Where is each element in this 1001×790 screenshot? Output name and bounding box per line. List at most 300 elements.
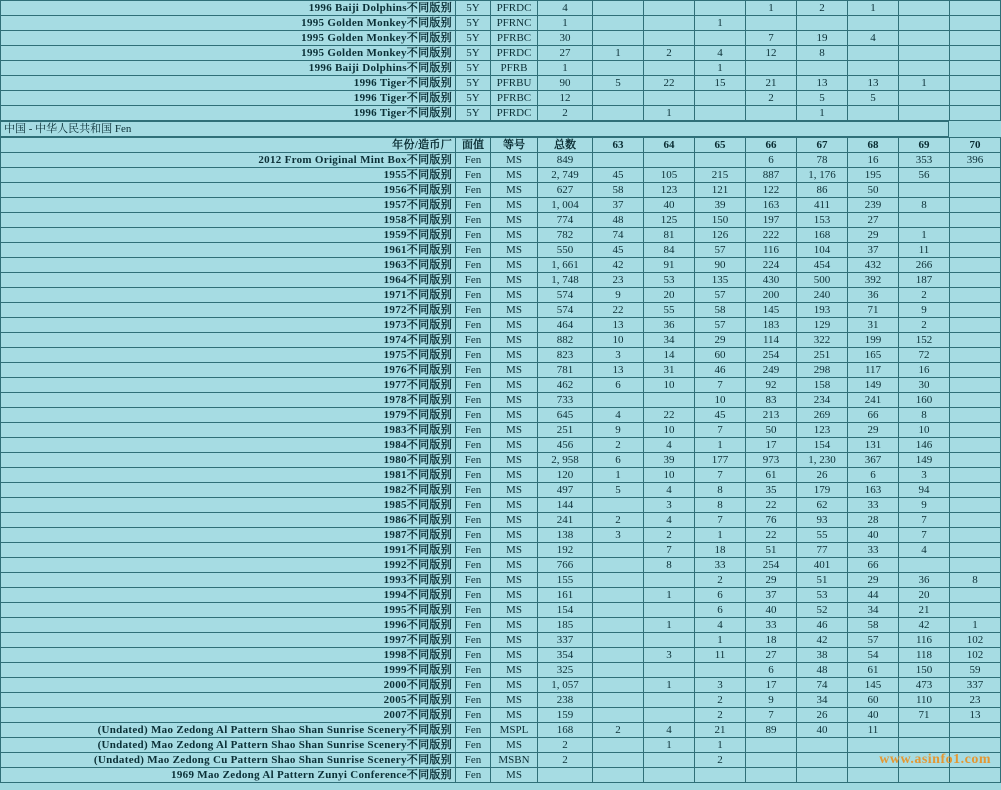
row-total: 185 <box>538 618 593 633</box>
row-grade-count-69: 30 <box>899 378 950 393</box>
row-grade-code: PFRNC <box>491 16 538 31</box>
row-grade-count-68: 34 <box>848 603 899 618</box>
row-grade-count-66: 7 <box>746 31 797 46</box>
row-grade-count-64: 20 <box>644 288 695 303</box>
row-grade-count-67: 93 <box>797 513 848 528</box>
row-grade-count-66 <box>746 738 797 753</box>
row-grade-code: MS <box>491 183 538 198</box>
row-description: 1955不同版别 <box>1 168 456 183</box>
row-grade-count-66: 222 <box>746 228 797 243</box>
row-description: 1972不同版别 <box>1 303 456 318</box>
row-grade-count-65 <box>695 768 746 783</box>
row-grade-count-66: 35 <box>746 483 797 498</box>
row-grade-code: MS <box>491 618 538 633</box>
row-grade-count-67: 322 <box>797 333 848 348</box>
row-grade-count-70: 59 <box>950 663 1001 678</box>
row-denomination: 5Y <box>456 106 491 121</box>
row-grade-count-63: 6 <box>593 453 644 468</box>
row-grade-count-65: 3 <box>695 678 746 693</box>
row-grade-code: MS <box>491 273 538 288</box>
row-grade-count-68: 66 <box>848 558 899 573</box>
row-grade-count-68: 36 <box>848 288 899 303</box>
row-grade-count-66 <box>746 753 797 768</box>
row-grade-count-63: 1 <box>593 468 644 483</box>
row-grade-count-70 <box>950 273 1001 288</box>
row-grade-count-64 <box>644 768 695 783</box>
row-grade-count-66: 116 <box>746 243 797 258</box>
row-total <box>538 768 593 783</box>
row-description: 1956不同版别 <box>1 183 456 198</box>
row-description: 1982不同版别 <box>1 483 456 498</box>
row-grade-code: MS <box>491 483 538 498</box>
row-grade-count-65: 215 <box>695 168 746 183</box>
table-row <box>1 708 1001 723</box>
row-grade-count-65: 11 <box>695 648 746 663</box>
row-description: 1969 Mao Zedong Al Pattern Zunyi Conference不同版别 <box>1 768 456 783</box>
row-grade-count-68: 6 <box>848 468 899 483</box>
row-grade-count-69 <box>899 558 950 573</box>
row-denomination: Fen <box>456 258 491 273</box>
row-grade-count-63 <box>593 603 644 618</box>
row-grade-count-64: 81 <box>644 228 695 243</box>
row-description: 1964不同版别 <box>1 273 456 288</box>
row-grade-count-66: 18 <box>746 633 797 648</box>
row-grade-count-64 <box>644 708 695 723</box>
row-grade-count-63 <box>593 738 644 753</box>
row-denomination: Fen <box>456 678 491 693</box>
row-grade-code: MSBN <box>491 753 538 768</box>
table-row <box>1 768 1001 783</box>
row-total: 1 <box>538 16 593 31</box>
row-grade-count-64 <box>644 31 695 46</box>
table-row <box>1 46 1001 61</box>
table-row <box>1 348 1001 363</box>
row-grade-count-67: 46 <box>797 618 848 633</box>
row-total: 238 <box>538 693 593 708</box>
header-grade-64: 64 <box>644 138 695 153</box>
row-total: 574 <box>538 288 593 303</box>
row-grade-count-70 <box>950 348 1001 363</box>
table-row <box>1 663 1001 678</box>
row-grade-count-64 <box>644 573 695 588</box>
row-grade-count-67: 179 <box>797 483 848 498</box>
row-grade-count-63: 13 <box>593 318 644 333</box>
row-total: 90 <box>538 76 593 91</box>
table-row <box>1 453 1001 468</box>
row-grade-count-69: 473 <box>899 678 950 693</box>
row-grade-count-67: 34 <box>797 693 848 708</box>
row-denomination: Fen <box>456 633 491 648</box>
row-grade-code: MS <box>491 588 538 603</box>
row-grade-count-68: 31 <box>848 318 899 333</box>
row-grade-code: MS <box>491 423 538 438</box>
table-row <box>1 423 1001 438</box>
row-total: 337 <box>538 633 593 648</box>
row-total: 774 <box>538 213 593 228</box>
row-grade-count-66 <box>746 106 797 121</box>
row-total: 781 <box>538 363 593 378</box>
row-grade-count-69: 36 <box>899 573 950 588</box>
row-denomination: Fen <box>456 483 491 498</box>
row-grade-count-66: 37 <box>746 588 797 603</box>
row-grade-count-70 <box>950 16 1001 31</box>
row-total: 27 <box>538 46 593 61</box>
row-grade-count-64: 36 <box>644 318 695 333</box>
section-title: 中国 - 中华人民共和国 Fen <box>1 122 949 137</box>
row-description: 1996 Baiji Dolphins不同版别 <box>1 1 456 16</box>
row-grade-count-65: 6 <box>695 603 746 618</box>
table-row <box>1 273 1001 288</box>
row-grade-count-65: 7 <box>695 513 746 528</box>
row-grade-count-63 <box>593 573 644 588</box>
row-grade-count-65: 6 <box>695 588 746 603</box>
row-grade-count-67 <box>797 738 848 753</box>
fen-section-table <box>0 137 1001 783</box>
row-description: 1959不同版别 <box>1 228 456 243</box>
row-grade-count-69: 353 <box>899 153 950 168</box>
row-grade-count-65: 39 <box>695 198 746 213</box>
row-grade-count-66: 50 <box>746 423 797 438</box>
row-grade-count-64 <box>644 16 695 31</box>
row-grade-count-69 <box>899 723 950 738</box>
row-grade-count-68: 44 <box>848 588 899 603</box>
table-row <box>1 318 1001 333</box>
row-grade-count-67: 240 <box>797 288 848 303</box>
row-grade-count-66: 163 <box>746 198 797 213</box>
row-grade-count-69: 146 <box>899 438 950 453</box>
row-denomination: Fen <box>456 498 491 513</box>
table-header-row <box>1 138 1001 153</box>
table-row <box>1 723 1001 738</box>
row-grade-count-68: 37 <box>848 243 899 258</box>
row-grade-count-67: 8 <box>797 46 848 61</box>
row-grade-count-66: 430 <box>746 273 797 288</box>
row-grade-count-68: 195 <box>848 168 899 183</box>
row-grade-count-63: 42 <box>593 258 644 273</box>
row-grade-count-63: 23 <box>593 273 644 288</box>
watermark: www.asinfo1.com <box>879 752 991 767</box>
row-grade-count-70 <box>950 558 1001 573</box>
table-row <box>1 168 1001 183</box>
table-row <box>1 243 1001 258</box>
row-grade-count-63: 3 <box>593 348 644 363</box>
row-grade-count-66: 122 <box>746 183 797 198</box>
header-grade: 等号 <box>491 138 538 153</box>
row-grade-count-68: 11 <box>848 723 899 738</box>
row-total: 497 <box>538 483 593 498</box>
row-grade-count-69: 1 <box>899 76 950 91</box>
row-grade-code: PFRDC <box>491 1 538 16</box>
row-description: 1991不同版别 <box>1 543 456 558</box>
row-grade-count-67 <box>797 768 848 783</box>
row-description: 1963不同版别 <box>1 258 456 273</box>
row-grade-count-67: 168 <box>797 228 848 243</box>
row-grade-count-70: 102 <box>950 648 1001 663</box>
row-grade-count-69 <box>899 213 950 228</box>
row-denomination: Fen <box>456 453 491 468</box>
row-grade-count-63: 45 <box>593 243 644 258</box>
row-grade-count-70 <box>950 408 1001 423</box>
row-grade-count-69: 187 <box>899 273 950 288</box>
row-grade-code: MS <box>491 603 538 618</box>
row-grade-code: MS <box>491 153 538 168</box>
row-grade-count-69: 42 <box>899 618 950 633</box>
row-grade-count-70: 337 <box>950 678 1001 693</box>
table-row <box>1 258 1001 273</box>
row-grade-count-63: 9 <box>593 288 644 303</box>
row-grade-count-66 <box>746 16 797 31</box>
row-grade-code: MS <box>491 768 538 783</box>
table-row <box>1 573 1001 588</box>
row-grade-count-67: 193 <box>797 303 848 318</box>
row-grade-count-70 <box>950 168 1001 183</box>
row-grade-count-67: 48 <box>797 663 848 678</box>
row-grade-count-68: 60 <box>848 693 899 708</box>
row-grade-count-67: 158 <box>797 378 848 393</box>
table-row <box>1 588 1001 603</box>
row-grade-count-68 <box>848 768 899 783</box>
row-grade-code: MS <box>491 348 538 363</box>
row-description: 1985不同版别 <box>1 498 456 513</box>
row-grade-count-65: 4 <box>695 618 746 633</box>
row-grade-count-65 <box>695 663 746 678</box>
row-description: 1992不同版别 <box>1 558 456 573</box>
row-grade-count-64: 1 <box>644 678 695 693</box>
row-denomination: 5Y <box>456 91 491 106</box>
row-grade-code: PFRDC <box>491 46 538 61</box>
row-denomination: Fen <box>456 603 491 618</box>
row-description: 1996 Tiger不同版别 <box>1 106 456 121</box>
row-grade-count-63 <box>593 753 644 768</box>
row-description: 1995不同版别 <box>1 603 456 618</box>
row-grade-count-70 <box>950 723 1001 738</box>
row-grade-count-66: 2 <box>746 91 797 106</box>
row-grade-count-69 <box>899 183 950 198</box>
row-grade-count-65 <box>695 91 746 106</box>
row-description: 1995 Golden Monkey不同版别 <box>1 16 456 31</box>
table-row <box>1 228 1001 243</box>
table-row <box>1 693 1001 708</box>
row-grade-count-64 <box>644 153 695 168</box>
row-denomination: Fen <box>456 408 491 423</box>
row-grade-count-69: 7 <box>899 528 950 543</box>
row-grade-count-70 <box>950 528 1001 543</box>
row-grade-count-66: 22 <box>746 528 797 543</box>
row-grade-count-68: 58 <box>848 618 899 633</box>
row-grade-count-69: 3 <box>899 468 950 483</box>
header-grade-69: 69 <box>899 138 950 153</box>
row-total: 12 <box>538 91 593 106</box>
header-grade-70: 70 <box>950 138 1001 153</box>
table-row <box>1 16 1001 31</box>
row-grade-count-63 <box>593 1 644 16</box>
row-grade-count-63: 22 <box>593 303 644 318</box>
row-grade-count-70 <box>950 46 1001 61</box>
row-total: 161 <box>538 588 593 603</box>
table-row <box>1 558 1001 573</box>
row-grade-count-64 <box>644 61 695 76</box>
row-grade-count-65: 8 <box>695 483 746 498</box>
row-total: 882 <box>538 333 593 348</box>
row-grade-count-63 <box>593 393 644 408</box>
row-grade-count-68: 71 <box>848 303 899 318</box>
row-grade-count-64: 53 <box>644 273 695 288</box>
row-grade-count-68: 29 <box>848 573 899 588</box>
row-grade-count-65: 7 <box>695 468 746 483</box>
row-grade-count-66: 197 <box>746 213 797 228</box>
table-row <box>1 31 1001 46</box>
row-denomination: Fen <box>456 468 491 483</box>
row-grade-count-70: 13 <box>950 708 1001 723</box>
row-grade-count-64: 3 <box>644 648 695 663</box>
row-description: 1996 Baiji Dolphins不同版别 <box>1 61 456 76</box>
row-grade-count-66: 254 <box>746 348 797 363</box>
row-denomination: Fen <box>456 393 491 408</box>
table-row <box>1 753 1001 768</box>
row-grade-count-65: 1 <box>695 528 746 543</box>
row-grade-code: MS <box>491 288 538 303</box>
row-denomination: Fen <box>456 228 491 243</box>
row-grade-count-65: 177 <box>695 453 746 468</box>
row-grade-count-68: 29 <box>848 423 899 438</box>
row-denomination: 5Y <box>456 1 491 16</box>
row-grade-count-65: 58 <box>695 303 746 318</box>
table-row <box>1 91 1001 106</box>
row-grade-count-67: 2 <box>797 1 848 16</box>
row-description: 1995 Golden Monkey不同版别 <box>1 46 456 61</box>
row-grade-count-68: 131 <box>848 438 899 453</box>
row-grade-count-68: 27 <box>848 213 899 228</box>
row-grade-count-69: 149 <box>899 453 950 468</box>
row-grade-count-67: 55 <box>797 528 848 543</box>
row-grade-count-63: 5 <box>593 483 644 498</box>
header-grade-65: 65 <box>695 138 746 153</box>
row-grade-count-64: 10 <box>644 378 695 393</box>
row-total: 138 <box>538 528 593 543</box>
row-grade-count-68: 66 <box>848 408 899 423</box>
row-total: 251 <box>538 423 593 438</box>
row-grade-count-68: 13 <box>848 76 899 91</box>
table-row <box>1 153 1001 168</box>
row-grade-count-68: 392 <box>848 273 899 288</box>
row-description: 1981不同版别 <box>1 468 456 483</box>
table-row <box>1 648 1001 663</box>
row-grade-count-64: 4 <box>644 438 695 453</box>
row-grade-count-63: 4 <box>593 408 644 423</box>
row-denomination: Fen <box>456 543 491 558</box>
row-grade-count-63 <box>593 543 644 558</box>
row-grade-count-70 <box>950 106 1001 121</box>
row-grade-count-68: 40 <box>848 708 899 723</box>
row-grade-count-70 <box>950 768 1001 783</box>
row-grade-count-69: 9 <box>899 303 950 318</box>
row-denomination: Fen <box>456 708 491 723</box>
row-grade-count-65: 2 <box>695 573 746 588</box>
row-total: 4 <box>538 1 593 16</box>
table-row <box>1 183 1001 198</box>
row-grade-count-64: 125 <box>644 213 695 228</box>
row-description: 1994不同版别 <box>1 588 456 603</box>
row-description: 1999不同版别 <box>1 663 456 678</box>
row-grade-count-66: 200 <box>746 288 797 303</box>
row-grade-count-63: 9 <box>593 423 644 438</box>
row-description: (Undated) Mao Zedong Al Pattern Shao Shan Sunrise Scenery不同版别 <box>1 723 456 738</box>
row-grade-code: MS <box>491 468 538 483</box>
row-grade-count-66: 33 <box>746 618 797 633</box>
row-denomination: 5Y <box>456 31 491 46</box>
row-grade-count-68: 367 <box>848 453 899 468</box>
row-grade-count-68: 54 <box>848 648 899 663</box>
row-grade-code: MS <box>491 168 538 183</box>
row-grade-count-68: 149 <box>848 378 899 393</box>
table-row <box>1 498 1001 513</box>
row-grade-count-67: 454 <box>797 258 848 273</box>
row-grade-count-70 <box>950 753 1001 768</box>
table-row <box>1 468 1001 483</box>
row-grade-code: MS <box>491 513 538 528</box>
row-grade-count-68: 199 <box>848 333 899 348</box>
row-grade-count-66: 7 <box>746 708 797 723</box>
row-grade-count-67: 411 <box>797 198 848 213</box>
row-total: 325 <box>538 663 593 678</box>
row-grade-count-66: 6 <box>746 153 797 168</box>
row-grade-count-70 <box>950 1 1001 16</box>
row-grade-count-64: 31 <box>644 363 695 378</box>
row-grade-count-66 <box>746 61 797 76</box>
row-grade-count-63 <box>593 61 644 76</box>
row-denomination: Fen <box>456 618 491 633</box>
row-grade-count-69: 16 <box>899 363 950 378</box>
row-grade-count-68 <box>848 738 899 753</box>
table-row <box>1 483 1001 498</box>
row-grade-count-65: 8 <box>695 498 746 513</box>
row-grade-count-64 <box>644 693 695 708</box>
row-grade-count-69 <box>899 1 950 16</box>
row-grade-count-69: 2 <box>899 318 950 333</box>
row-grade-count-64: 55 <box>644 303 695 318</box>
row-denomination: Fen <box>456 528 491 543</box>
row-grade-count-70 <box>950 91 1001 106</box>
row-description: 1978不同版别 <box>1 393 456 408</box>
row-grade-count-64: 123 <box>644 183 695 198</box>
row-grade-count-66: 887 <box>746 168 797 183</box>
row-grade-count-66: 83 <box>746 393 797 408</box>
row-denomination: Fen <box>456 558 491 573</box>
table-row <box>1 76 1001 91</box>
row-grade-count-65: 29 <box>695 333 746 348</box>
row-grade-code: MS <box>491 678 538 693</box>
row-grade-count-70 <box>950 423 1001 438</box>
table-row <box>1 363 1001 378</box>
row-grade-count-68: 1 <box>848 1 899 16</box>
row-grade-count-67: 129 <box>797 318 848 333</box>
row-grade-count-70 <box>950 513 1001 528</box>
row-grade-count-70 <box>950 61 1001 76</box>
row-grade-count-64 <box>644 633 695 648</box>
row-grade-count-69: 56 <box>899 168 950 183</box>
row-grade-count-63 <box>593 106 644 121</box>
row-total: 241 <box>538 513 593 528</box>
row-grade-count-64: 1 <box>644 588 695 603</box>
row-grade-count-67: 5 <box>797 91 848 106</box>
row-grade-count-63: 2 <box>593 723 644 738</box>
row-grade-count-65: 135 <box>695 273 746 288</box>
row-grade-code: MS <box>491 438 538 453</box>
row-grade-count-70 <box>950 483 1001 498</box>
table-row <box>1 618 1001 633</box>
row-grade-count-63: 2 <box>593 438 644 453</box>
row-grade-count-67: 401 <box>797 558 848 573</box>
